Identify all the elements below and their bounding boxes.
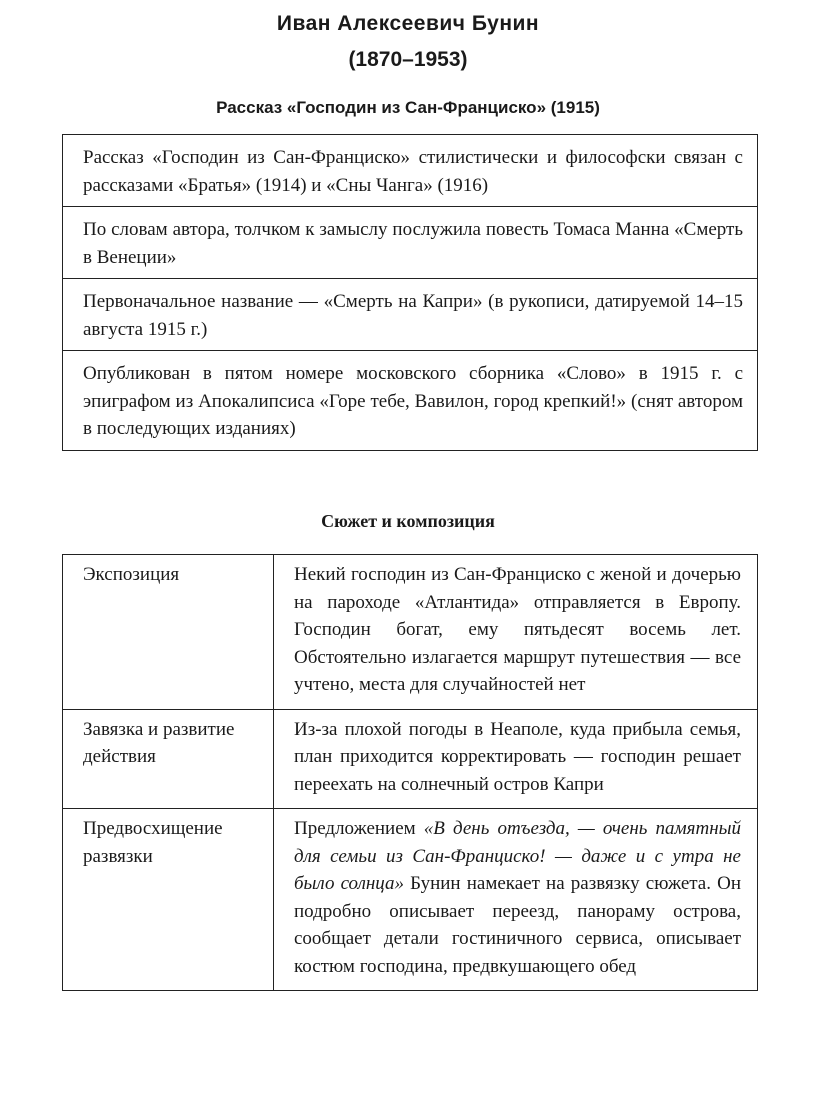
foreshadow-quote: «В день отъезда, — очень памятный для семьи из Сан-Франциско! — даже и с утра не было солнца» — [294, 818, 742, 894]
development-label: Завязка и развитие действия — [63, 709, 274, 809]
plot-heading: Сюжет и композиция — [321, 511, 495, 531]
exposition-text: Некий господин из Сан-Франциско с женой и дочерью на пароходе «Атлантида» отправляется в Европу. Господин богат, ему пятьдесят восемь лет. Обстоятельно излагается маршрут путешествия — все учтено, места для случайностей нет — [274, 555, 758, 710]
facts-table — [62, 134, 758, 451]
story-title: Рассказ «Господин из Сан-Франциско» (1915) — [216, 98, 600, 117]
table-row — [63, 207, 758, 279]
table-row — [63, 279, 758, 351]
fact-cell: Рассказ «Господин из Сан-Франциско» стилистически и философски связан с рассказами «Братья» (1914) и «Сны Чанга» (1916) — [63, 135, 758, 207]
table-row — [63, 135, 758, 207]
fact-cell: Опубликован в пятом номере московского сборника «Слово» в 1915 г. с эпиграфом из Апокалипсиса «Горе тебе, Вавилон, город крепкий!» (снят автором в последующих изданиях) — [63, 351, 758, 451]
fact-cell: По словам автора, толчком к замыслу послужила повесть Томаса Манна «Смерть в Венеции» — [63, 207, 758, 279]
foreshadow-label: Предвосхищение развязки — [63, 809, 274, 991]
table-row — [63, 351, 758, 451]
foreshadow-intro: Предложением — [294, 818, 424, 839]
foreshadow-text — [274, 809, 758, 991]
fact-cell: Первоначальное название — «Смерть на Капри» (в рукописи, датируемой 14–15 августа 1915 г.) — [63, 279, 758, 351]
exposition-label: Экспозиция — [63, 555, 274, 710]
table-row — [63, 709, 758, 809]
author-years: (1870–1953) — [348, 48, 468, 71]
table-row — [63, 555, 758, 710]
plot-table — [62, 554, 758, 991]
development-text: Из-за плохой погоды в Неаполе, куда прибыла семья, план приходится корректировать — господин решает переехать на солнечный остров Капри — [274, 709, 758, 809]
author-name: Иван Алексеевич Бунин — [276, 12, 540, 35]
foreshadow-rest: Бунин намекает на развязку сюжета. Он подробно описывает переезд, панораму острова, сообщает детали гостиничного сервиса, описывает костюм господина, предвкушающего обед — [294, 873, 741, 977]
table-row — [63, 809, 758, 991]
